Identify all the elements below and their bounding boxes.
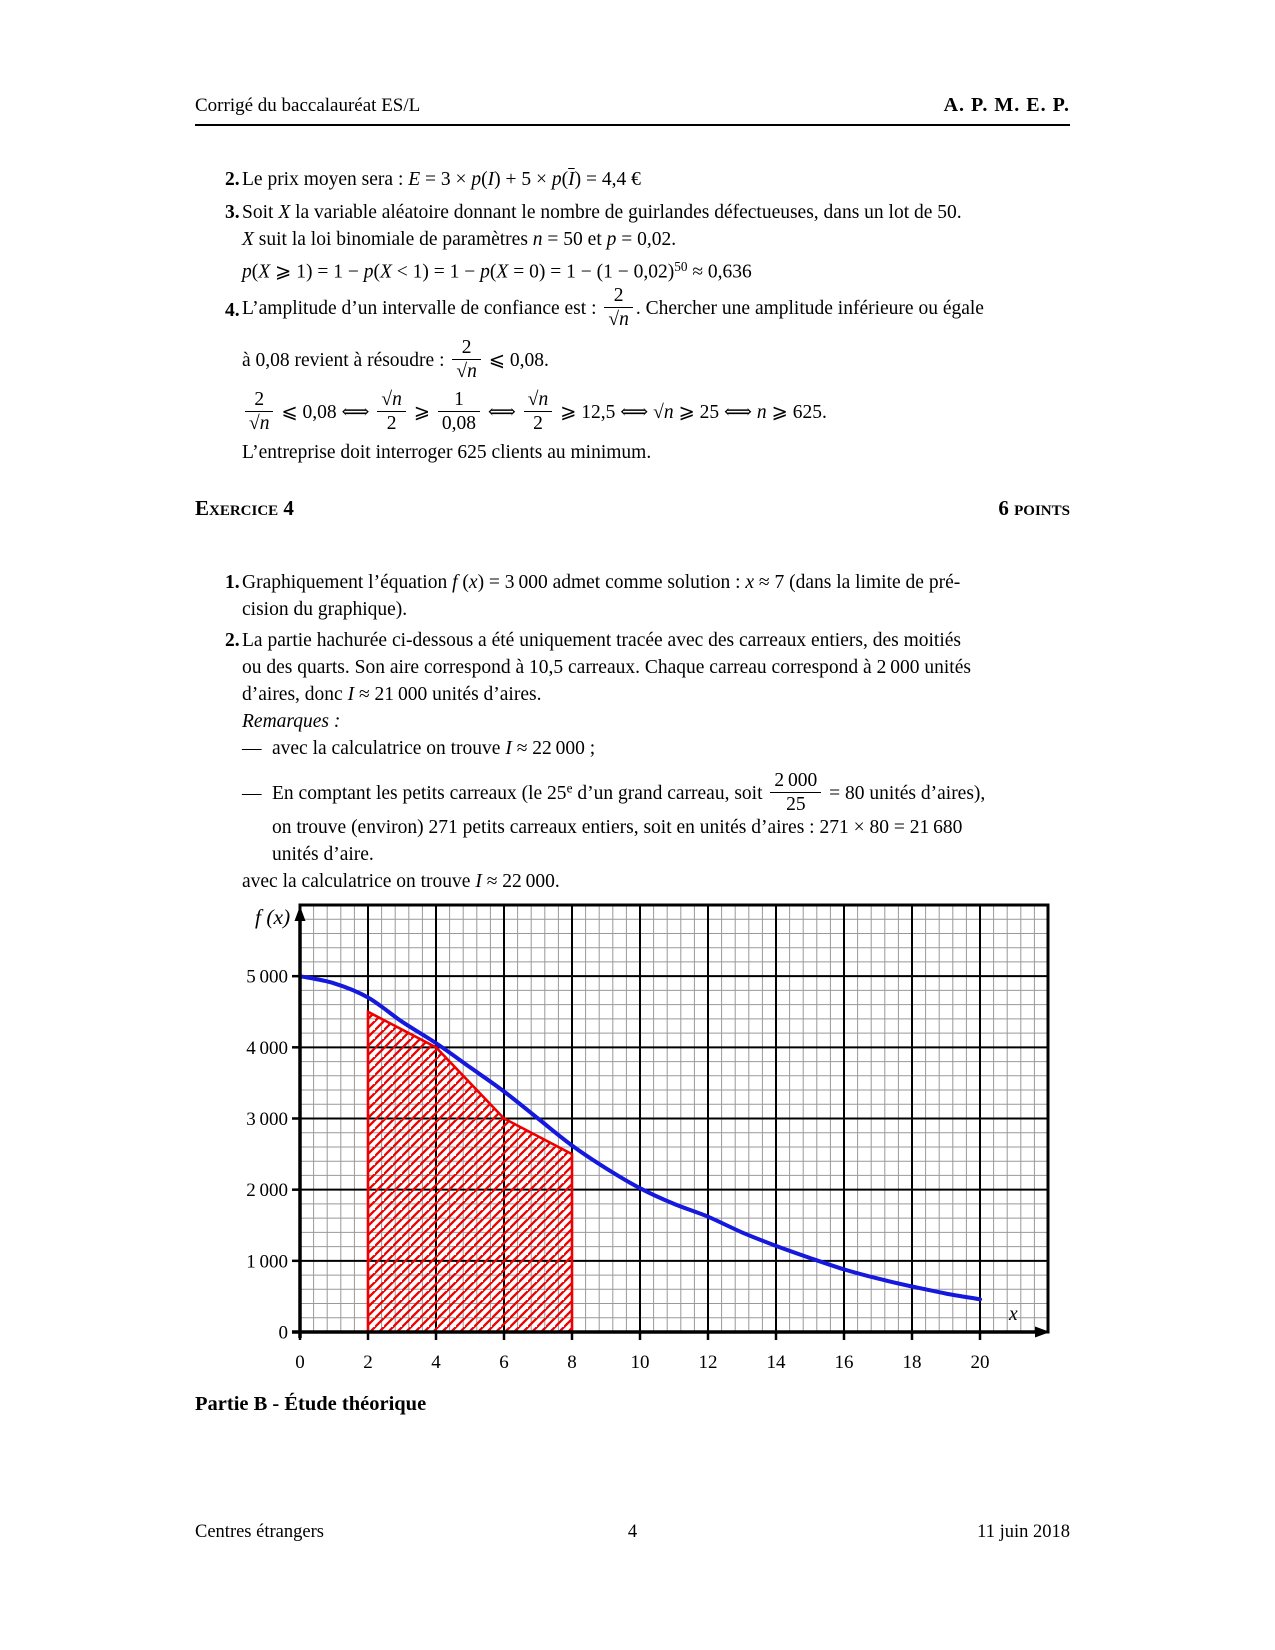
item-number: 2. <box>225 630 240 651</box>
ex4-item1-line2: cision du graphique). <box>242 599 408 620</box>
svg-text:1 000: 1 000 <box>246 1251 288 1273</box>
exercise4-heading <box>195 496 1070 521</box>
svg-text:4: 4 <box>431 1352 441 1373</box>
item-number: 1. <box>225 572 240 593</box>
page-header <box>195 94 1070 126</box>
ex3-item4-line3: $\frac{2}{√n}$ ⩽ 0,08 ⟺ $\frac{√n}{2}$ ⩾ $\frac{1}{0,08}$ ⟺ $\frac{√n}{2}$ ⩾ 12,5 ⟺ √n ⩾ 25 ⟺ n ⩾ 625. <box>242 387 1070 439</box>
chart-svg <box>195 850 1085 1390</box>
item-number: 2. <box>225 169 240 190</box>
svg-text:3 000: 3 000 <box>246 1109 288 1130</box>
header-org: A. P. M. E. P. <box>943 94 1070 116</box>
exercise4-points: 6 points <box>998 496 1070 520</box>
svg-text:10: 10 <box>630 1352 650 1373</box>
ex3-item4-line2: à 0,08 revient à résoudre : $\frac{2}{√n}$ ⩽ 0,08. <box>242 337 549 383</box>
svg-text:12: 12 <box>698 1352 718 1373</box>
ex4-item2-remarques: Remarques : <box>242 711 341 732</box>
ex3-item3-line1: Soit X la variable aléatoire donnant le nombre de guirlandes défectueuses, dans un lot de 50. <box>242 202 962 223</box>
ex4-item2-dash2-line2: on trouve (environ) 271 petits carreaux entiers, soit en unités d’aires : 271 × 80 = 21 680 <box>272 817 963 838</box>
svg-text:18: 18 <box>902 1352 922 1373</box>
ex3-item2-text: Le prix moyen sera : $E = 3 \times p(I) + 5 \times p(\overline{I}) = 4,4$ € <box>242 169 641 190</box>
footer-left: Centres étrangers <box>195 1522 324 1542</box>
ex4-item2-line3: d’aires, donc I ≈ 21 000 unités d’aires. <box>242 684 542 705</box>
ex4-item2-dash1: — avec la calculatrice on trouve I ≈ 22 000 ; <box>242 735 1070 762</box>
svg-text:2 000: 2 000 <box>246 1180 288 1202</box>
y-axis-label: f (x) <box>255 905 291 929</box>
dash-bullet: — <box>242 782 262 804</box>
svg-text:16: 16 <box>834 1352 854 1373</box>
item-number: 4. <box>225 300 240 321</box>
ex3-item4-line1: L’amplitude d’un intervalle de confiance est : $\frac{2}{√n}$ . Chercher une amplitude inférieure ou égale <box>242 285 984 331</box>
ex4-item2-line2: ou des quarts. Son aire correspond à 10,5 carreaux. Chaque carreau correspond à 2 000 unités <box>242 657 971 678</box>
dash-bullet: — <box>242 738 262 759</box>
svg-text:20: 20 <box>970 1352 990 1373</box>
svg-text:0: 0 <box>295 1352 305 1373</box>
footer-date: 11 juin 2018 <box>977 1522 1070 1542</box>
svg-text:6: 6 <box>499 1352 509 1373</box>
partie-b-heading: Partie B - Étude théorique <box>195 1393 427 1415</box>
svg-text:4 000: 4 000 <box>246 1037 288 1059</box>
ex4-item-1 <box>225 569 1070 623</box>
item-number: 3. <box>225 202 240 223</box>
exercise4-title: Exercice 4 <box>195 496 294 520</box>
ex4-item2-line1: La partie hachurée ci-dessous a été uniquement tracée avec des carreaux entiers, des moitiés <box>242 630 961 651</box>
svg-text:5 000: 5 000 <box>246 966 288 988</box>
footer-page-number: 4 <box>627 1522 638 1542</box>
chart-figure <box>195 850 1085 1390</box>
header-title: Corrigé du baccalauréat ES/L <box>195 95 421 116</box>
ex3-item4-line4: L’entreprise doit interroger 625 clients au minimum. <box>242 442 652 463</box>
ex4-item2-dash2-line1: — En comptant les petits carreaux (le 25e d’un grand carreau, soit $\frac{2 000}{25}$ = 80 unités d’aires), <box>242 762 1070 814</box>
svg-text:0: 0 <box>278 1322 288 1344</box>
ex4-item1-line1: Graphiquement l’équation f (x) = 3 000 admet comme solution : x ≈ 7 (dans la limite de pré- <box>242 572 961 593</box>
ex3-item-2 <box>225 166 1070 193</box>
svg-text:2: 2 <box>363 1352 373 1373</box>
ex3-item-4 <box>225 283 1070 466</box>
ex3-item3-line3: p(X ⩾ $1) = 1 - p(X < 1) = 1 - p(X = 0) = 1 - (1 - 0,02)^{50} \approx 0,636$ <box>242 259 752 283</box>
ex3-item3-line2: X suit la loi binomiale de paramètres n = 50 et p = 0,02. <box>242 229 677 250</box>
x-axis-label: x <box>1009 1304 1018 1325</box>
svg-text:8: 8 <box>567 1352 577 1373</box>
ex4-item2-dash2-line3: unités d’aire. <box>272 844 374 865</box>
svg-text:14: 14 <box>766 1352 786 1373</box>
ex4-item2-final: avec la calculatrice on trouve I ≈ 22 000. <box>242 871 560 892</box>
ex3-item-3 <box>225 199 1070 286</box>
